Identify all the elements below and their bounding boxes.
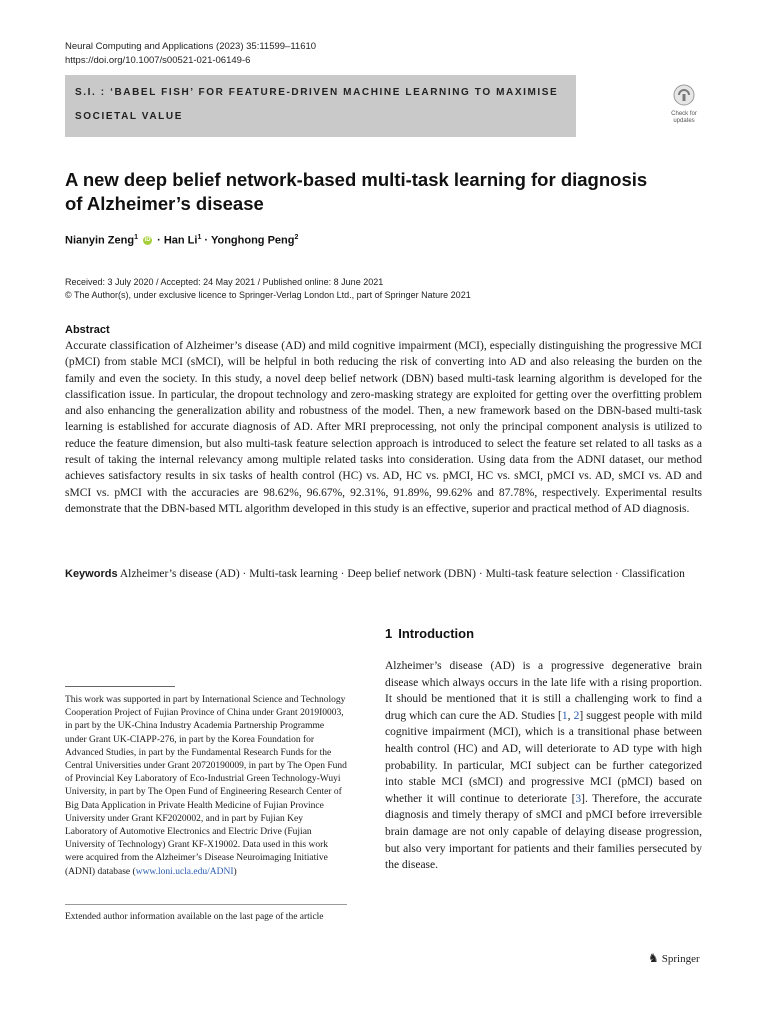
author-affiliation: 2 <box>294 234 299 241</box>
footnote-end: ) <box>233 866 237 877</box>
citation-link[interactable]: 2 <box>573 709 580 722</box>
section-number: 1 <box>385 626 393 641</box>
citation-link[interactable]: 1 <box>561 709 568 722</box>
dates-line: Received: 3 July 2020 / Accepted: 24 May 2021 / Published online: 8 June 2021 <box>65 277 384 287</box>
banner-text: S.I. : ‘BABEL FISH’ FOR FEATURE-DRIVEN MACHINE LEARNING TO MAXIMISE SOCIETAL VALUE <box>75 87 559 122</box>
keywords-text: Alzheimer’s disease (AD) · Multi-task learning · Deep belief network (DBN) · Multi-task feature selection · Classification <box>119 568 685 580</box>
adni-link[interactable]: www.loni.ucla.edu/ADNI <box>135 866 234 877</box>
author-separator: · <box>204 234 209 247</box>
footer-divider <box>65 904 347 905</box>
author-name[interactable]: Han Li <box>163 234 198 247</box>
author-name[interactable]: Yonghong Peng <box>210 234 295 247</box>
intro-text-part: Alzheimer’s disease (AD) is a progressive degenerative brain disease which always occurs in the late life with a rising proportion. It should be mentioned that it is still a challenging work to find a drug which can cure the AD. Studies [ <box>385 660 702 722</box>
orcid-icon[interactable]: iD <box>144 237 151 244</box>
author-affiliation: 1 <box>197 234 202 241</box>
citation-separator: , <box>567 709 574 722</box>
section-title: Introduction <box>398 626 475 641</box>
journal-citation: Neural Computing and Applications (2023) 35:11599–11610 <box>65 41 317 52</box>
publisher-name: Springer <box>661 953 700 965</box>
keywords-heading: Keywords <box>65 568 118 580</box>
author-separator: · <box>157 234 161 247</box>
abstract-text: Accurate classification of Alzheimer’s disease (AD) and mild cognitive impairment (MCI), especially distinguishing the progressive MCI (pMCI) from stable MCI (sMCI), will be helpful in both reducing the risk of converting into AD and also releasing the burden on the family and even the society. In this study, a novel deep belief network (DBN) based multi-task learning algorithm is developed for the classification issue. In particular, the dropout technology and zero-masking strategy are exploited for getting over the overfitting problem and also enhancing the generalization ability and robustness of the model. Then, a new framework based on the DBN-based multi-task learning is established for accurate diagnosis of AD. After MRI preprocessing, not only the principal component analysis is utilized to reduce the feature dimension, but also multi-task feature selection approach is introduced to select the feature set related to all tasks as a result of taking the internal relevancy among multiple related tasks into consideration. Using data from the ADNI dataset, our method achieves satisfactory results in six tasks of health control (HC) vs. AD, HC vs. pMCI, HC vs. sMCI, pMCI vs. AD, sMCI vs. AD and sMCI vs. pMCI with the accuracies are 98.62%, 96.67%, 92.31%, 91.89%, 99.62% and 87.78%, respectively. Experimental results demonstrate that the DBN-based MTL algorithm developed in this study is an effective, superior and practical method of AD diagnosis. <box>65 340 702 515</box>
abstract-heading: Abstract <box>65 324 110 336</box>
funding-footnote <box>65 694 347 879</box>
footnote-text: This work was supported in part by International Science and Technology Cooperation Project of Fujian Province of China under Grant 2019I0003, in part by the UK-China Industry Academia Partnership Programme under Grant UK-CIAPP-276, in part by the Korea Foundation for Advanced Studies, in part by the Fundamental Research Funds for the Central Universities under Grant 20720190009, in part by The Open Fund of Provincial Key Laboratory of Eco-Industrial Green Technology-Wuyi University, in part by The Open Fund of Engineering Research Center of Big Data Application in Private Health Medicine of Fujian Province University under Grant KF2020002, and in part by Fujian Key Laboratory of Automotive Electronics and Electric Drive (Fujian University of Technology) Grant KF-X19002. Data used in this work were acquired from the Alzheimer’s Disease Neuroimaging Initiative (ADNI) database ( <box>65 695 347 877</box>
doi-link[interactable]: https://doi.org/10.1007/s00521-021-06149-6 <box>65 55 251 66</box>
citation-link[interactable]: 3 <box>575 792 582 805</box>
check-for-updates-badge[interactable] <box>664 84 704 124</box>
intro-text-part: ] suggest people with mild cognitive impairment (MCI), which is a transitional phase between health control (HC) and AD, will deteriorate to AD type with high probability. In particular, MCI subject can be further categorized into stable MCI (sMCI) and progressive MCI (pMCI) based on whether it will continue to deteriorate [ <box>385 709 703 805</box>
section-heading <box>385 626 474 641</box>
springer-logo <box>648 951 700 966</box>
check-updates-icon <box>673 84 695 106</box>
extended-author-info: Extended author information available on the last page of the article <box>65 912 324 922</box>
author-affiliation: 1 <box>134 234 138 241</box>
author-list <box>65 234 298 247</box>
keywords <box>65 566 702 583</box>
copyright-line: © The Author(s), under exclusive licence to Springer-Verlag London Ltd., part of Springer Nature 2021 <box>65 290 471 300</box>
badge-line-2: updates <box>673 118 695 124</box>
publication-dates <box>65 276 471 302</box>
paper-title: A new deep belief network-based multi-task learning for diagnosis of Alzheimer’s disease <box>65 169 648 214</box>
intro-text-part: ]. Therefore, the accurate diagnosis and timely therapy of sMCI and pMCI before irreversible brain damage are not only capable of delaying disease progression, but also very important for patients and their families persecuted by the disease. <box>385 792 702 872</box>
badge-line-1: Check for <box>671 111 697 117</box>
horse-icon: ♞ <box>648 951 659 965</box>
introduction-text <box>385 658 702 874</box>
author-name[interactable]: Nianyin Zeng <box>65 234 135 247</box>
footnote-rule <box>65 686 175 687</box>
special-issue-banner <box>65 75 576 137</box>
